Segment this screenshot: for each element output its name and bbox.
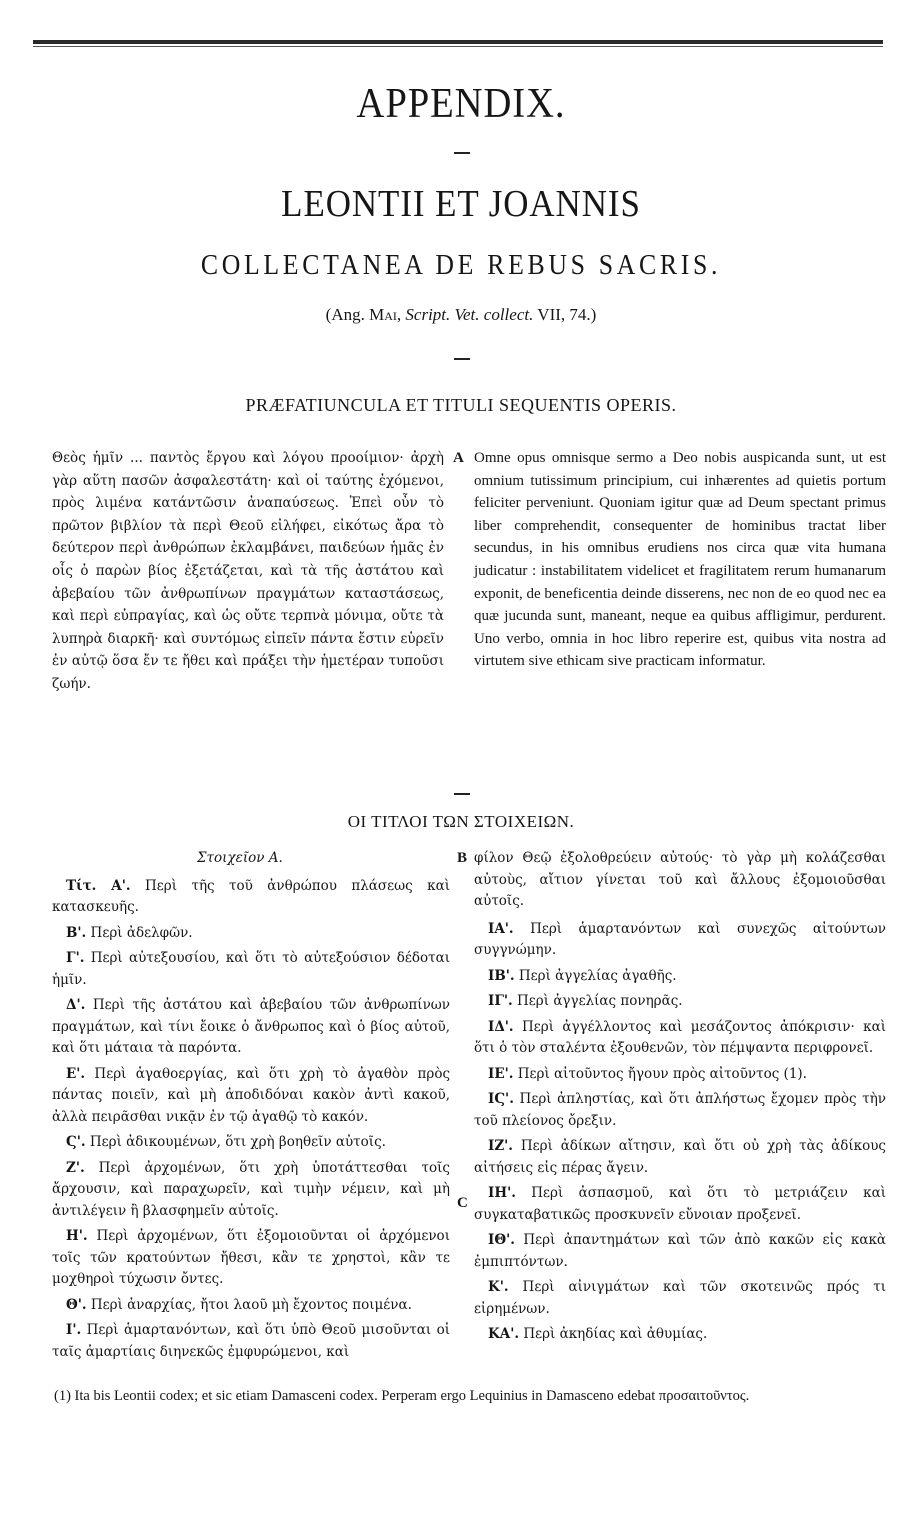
list-item: Ι'. Περὶ ἁμαρτανόντων, καὶ ὅτι ὑπὸ Θεοῦ μισοῦνται οἱ ταῖς ἁμαρτίαις διηνεκῶς ἐμφυρώμενοι, καὶ [52,1322,450,1360]
page-title: LEONTII ET JOANNIS [281,183,641,225]
divider-dash [454,152,470,154]
preface-greek: Θεὸς ἡμῖν ... παντὸς ἔργου καὶ λόγου προοίμιον· ἀρχὴ γὰρ αὕτη πασῶν ἀσφαλεστάτη· καὶ οἱ ταύτης ἐχόμενοι, πρὸς λιμένα κατάντῶσιν ἀναπαύσεως. Ἐπεὶ οὖν τὸ πρῶτον βιβλίον τὰ περὶ Θεοῦ εἰλήφει, εἰκότως ἄρα τὸ δεύτερον περὶ ἀνθρώπων ἐκλαμβάνει, παιδεύων ἡμᾶς ἐν οἷς ὁ παρὼν βίος ἐξετάζεται, καὶ τὰ τῆς ἀστάτου καὶ ἀβεβαίου τῶν ἀνθρωπίνων πραγμάτων καταστάσεως, καὶ περὶ εὐπραγίας, καὶ ὡς οὔτε τερπνὰ μόνιμα, οὔτε τὰ λυπηρὰ διαρκῆ· καὶ συντόμως εἰπεῖν πάντα ἔστιν εὑρεῖν ἐν αὐτῷ ὅσα ἔν τε ἤθει καὶ πράξει τὴν ἡμετέραν τυποῦσι ζωήν. [52,450,444,692]
list-item: ΙΑ'. Περὶ ἁμαρτανόντων καὶ συνεχῶς αἰτούντων συγγνώμην. [474,920,886,958]
list-item: ΙΖ'. Περὶ ἀδίκων αἴτησιν, καὶ ὅτι οὐ χρὴ τὰς ἀδίκους αἰτήσεις εἰς πέρας ἄγειν. [474,1138,886,1176]
section-heading-preface: PRÆFATIUNCULA ET TITULI SEQUENTIS OPERIS. [245,395,677,415]
list-item: ΙΕ'. Περὶ αἰτοῦντος ἤγουν πρὸς αἰτοῦντος (1). [488,1065,807,1082]
list-item: ΚΑ'. Περὶ ἀκηδίας καὶ ἀθυμίας. [488,1326,708,1342]
divider-dash [454,358,470,360]
list-item: Ε'. Περὶ ἀγαθοεργίας, καὶ ὅτι χρὴ τὸ ἀγαθὸν πρὸς πάντας ποιεῖν, καὶ μὴ ἀποδιδόναι κακὸν ἀντὶ κακοῦ, ἀλλὰ πειρᾶσθαι νικᾷν ἐν τῷ ἀγαθῷ τὸ κακόν. [52,1065,451,1125]
section-heading-titles: ΟΙ ΤΙΤΛΟΙ ΤΩΝ ΣΤΟΙΧΕΙΩΝ. [347,812,575,831]
list-item: ΙΘ'. Περὶ ἀπαντημάτων καὶ τῶν ἀπὸ κακῶν εἰς κακὰ ἐμπιπτόντων. [474,1232,886,1270]
list-item: ΙΗ'. Περὶ ἀσπασμοῦ, καὶ ὅτι τὸ μετριάζειν καὶ συγκαταβατικῶς προσκυνεῖν εὔνοιαν προξενεῖ. [474,1185,886,1223]
source-prefix: (Ang. [325,305,365,324]
titles-left-column [52,848,450,1367]
margin-letter-a: A [453,450,464,466]
list-item: Β'. Περὶ ἀδελφῶν. [66,924,193,941]
margin-letter-c: C [457,1195,468,1211]
list-item: ΙΓ'. Περὶ ἀγγελίας πονηρᾶς. [488,993,683,1009]
footnote: (1) Ita bis Leontii codex; et sic etiam Damasceni codex. Perperam ergo Lequinius in Damasceno edebat προσαιτοῦντος. [54,1388,750,1404]
list-item: Η'. Περὶ ἀρχομένων, ὅτι ἐξομοιοῦνται οἱ ἀρχόμενοι τοῖς τῶν κρατούντων ἤθεσι, κἂν τε χρηστοὶ, κἂν τε μοχθηροὶ τύχωσιν ὄντες. [52,1228,450,1287]
list-item: Γ'. Περὶ αὐτεξουσίου, καὶ ὅτι τὸ αὐτεξούσιον δέδοται ἡμῖν. [52,950,451,988]
list-item: ΙΒ'. Περὶ ἀγγελίας ἀγαθῆς. [488,967,677,984]
list-item: ΙϚ'. Περὶ ἀπληστίας, καὶ ὅτι ἀπλήστως ἔχομεν πρὸς τὴν τοῦ πλείονος ὄρεξιν. [474,1091,886,1129]
list-item: Θ'. Περὶ ἀναρχίας, ἤτοι λαοῦ μὴ ἔχοντος ποιμένα. [66,1296,412,1313]
preface-latin: Omne opus omnisque sermo a Deo nobis auspicanda sunt, ut est omnium tutissimum principium, cui inhærentes ad quietis portum feliciter perveniunt. Quoniam igitur quæ ad Deum spectant primus liber comprehendit, consequenter de hominibus tractat liber secundus, in his omnibus erudiens nos circa quæ vita humana judicatur : instabilitatem videlicet et fragilitatem rerum humanarum exponit, de beneficentia deinde disserens, nec non de eo quod nec ea quæ jucunda sunt, maneant, neque ea quibus affligimur, perdurent. Uno verbo, omnia in hoc libro reperire est, quibus vita nostra ad virtutem sive ethicam sive practicam informatur. [474,450,886,670]
list-item: Δ'. Περὶ τῆς ἀστάτου καὶ ἀβεβαίου τῶν ἀνθρωπίνων πραγμάτων, καὶ τίνι ἔοικε ὁ ἄνθρωπος καὶ ὁ βίος αὐτοῦ, καὶ ὅτι μάταια τὰ παρόντα. [52,997,451,1056]
list-item: Ϛ'. Περὶ ἀδικουμένων, ὅτι χρὴ βοηθεῖν αὐτοῖς. [66,1134,386,1150]
source-suffix: VII, 74.) [537,305,597,324]
source-citation [0,305,922,325]
list-item: Τίτ. Α'. Περὶ τῆς τοῦ ἀνθρώπου πλάσεως καὶ κατασκευῆς. [52,877,450,915]
source-work: Script. Vet. collect. [405,305,534,324]
source-author: Mai, [369,305,402,324]
margin-letter-b: B [457,850,468,866]
appendix-heading: APPENDIX. [356,81,566,127]
page-subtitle: COLLECTANEA DE REBUS SACRIS. [200,250,722,281]
stoicheion-heading: Στοιχεῖον Α. [197,850,283,866]
divider-dash [454,793,470,795]
top-rule-thin [33,46,883,47]
list-item: ΙΔ'. Περὶ ἀγγέλλοντος καὶ μεσάζοντος ἀπόκρισιν· καὶ ὅτι ὁ τὸν σταλέντα ἐξουθενῶν, τὸν πέμψαντα περιφρονεῖ. [474,1018,886,1056]
titles-right-column [474,848,886,1350]
top-rule [33,40,883,44]
continuation-text: φίλον Θεῷ ἐξολοθρεύειν αὐτούς· τὸ γὰρ μὴ κολάζεσθαι αὐτοὺς, αἴτιον γίνεται τοῦ καὶ ἄλλους ἐξομοιοῦσθαι αὐτοῖς. [474,850,886,909]
list-item: Ζ'. Περὶ ἀρχομένων, ὅτι χρὴ ὑποτάττεσθαι τοῖς ἄρχουσιν, καὶ παραχωρεῖν, καὶ τιμὴν νέμειν, καὶ μὴ ἀντιλέγειν ἢ βλασφημεῖν αὐτοῖς. [52,1159,450,1219]
list-item: Κ'. Περὶ αἰνιγμάτων καὶ τῶν σκοτεινῶς πρός τι εἰρημένων. [474,1279,886,1317]
